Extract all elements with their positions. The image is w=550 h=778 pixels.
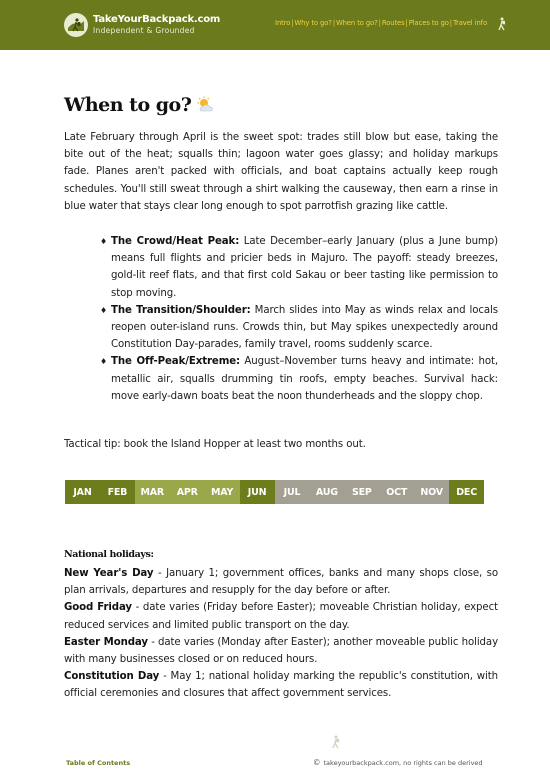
page-title-text: When to go?	[64, 94, 192, 116]
intro-paragraph: Late February through April is the sweet spot: trades still blow but ease, taking the bite out of the heat; squalls thin; lagoon water goes glassy; and holiday markups fade. Planes aren't packed with officials, and boat captains actually keep rough schedules. You'll still sweat through a shirt walking the causeway, then earn a rinse in blue water that stays clear long enough to spot parrotfish grazing like cattle.	[64, 132, 498, 212]
nav-separator: |	[332, 19, 336, 27]
holiday-name: Good Friday	[64, 602, 132, 614]
month-jul: JUL	[275, 480, 310, 504]
season-label: The Crowd/Heat Peak:	[111, 236, 240, 247]
season-text: March slides into May as winds relax and locals reopen outer-island runs. Crowds thin, but May spikes unexpectedly around Constitution Day-parades, family travel, rooms suddenly scarce.	[111, 304, 498, 351]
holiday-item	[64, 599, 498, 633]
holiday-name: New Year's Day	[64, 568, 154, 579]
season-text: August–November turns heavy and intimate: hot, metallic air, squalls drumming tin roofs, empty beaches. Survival hack: move early-dawn boats beat the noon thunderheads and the sloppy chop.	[111, 356, 498, 402]
brand-name[interactable]: TakeYourBackpack.com	[93, 14, 221, 25]
nav-link-when-to-go[interactable]: When to go?	[336, 19, 378, 27]
month-jan: JAN	[65, 480, 100, 504]
holiday-text: - May 1; national holiday marking the republic's constitution, with official ceremonies and closures that affect government services.	[64, 671, 498, 700]
list-item	[111, 233, 498, 302]
month-sep: SEP	[344, 480, 379, 504]
holiday-name: Easter Monday	[64, 636, 148, 648]
month-feb: FEB	[100, 480, 135, 504]
brand-logo-icon[interactable]	[64, 13, 88, 37]
month-dec: DEC	[449, 480, 484, 504]
nav-separator: |	[378, 19, 381, 27]
month-apr: APR	[170, 480, 205, 504]
holiday-item	[64, 634, 498, 668]
table-of-contents-link[interactable]: Table of Contents	[66, 759, 131, 767]
holiday-item	[64, 565, 498, 599]
nav-link-routes[interactable]: Routes	[381, 19, 405, 27]
month-nov: NOV	[414, 480, 449, 504]
copyright-icon: ©	[313, 758, 321, 767]
nav-separator: |	[449, 19, 452, 27]
holidays-heading: National holidays:	[64, 549, 154, 560]
holiday-list	[64, 565, 498, 703]
holiday-text: - date varies (Monday after Easter); another moveable public holiday with many businesses closed or on reduced hours.	[64, 636, 498, 666]
nav-separator: |	[405, 19, 408, 27]
nav-link-why-to-go[interactable]: Why to go?	[294, 19, 332, 27]
hiker-icon	[496, 17, 508, 31]
footer-copyright	[313, 758, 483, 767]
nav-link-places-to-go[interactable]: Places to go	[408, 19, 449, 27]
month-oct: OCT	[379, 480, 414, 504]
month-aug: AUG	[309, 480, 344, 504]
month-calendar-bar	[65, 480, 484, 504]
holiday-item	[64, 668, 498, 702]
top-nav	[275, 19, 487, 27]
month-may: MAY	[205, 480, 240, 504]
season-list	[111, 233, 498, 405]
nav-link-intro[interactable]: Intro	[275, 19, 291, 27]
month-jun: JUN	[240, 480, 275, 504]
header-bar	[0, 0, 550, 50]
holiday-name: Constitution Day	[64, 671, 160, 683]
season-label: The Transition/Shoulder:	[111, 304, 251, 316]
season-label: The Off-Peak/Extreme:	[111, 356, 241, 368]
hiker-icon	[330, 735, 342, 749]
nav-link-travel-info[interactable]: Travel info	[452, 19, 487, 27]
sun-behind-cloud-icon	[196, 96, 216, 114]
holiday-text: - date varies (Friday before Easter); moveable Christian holiday, expect reduced services and limited public transport on the day.	[64, 602, 498, 631]
season-text: Late December–early January (plus a June bump) means full flights and pricier beds in Majuro. The payoff: steady breezes, gold-lit reef flats, and that first cold Sakau or beer tasting like permission to stop moving.	[111, 236, 498, 299]
tactical-tip: Tactical tip: book the Island Hopper at least two months out.	[64, 439, 366, 450]
footer-copyright-text: takeyourbackpack.com, no rights can be derived	[323, 758, 483, 767]
month-mar: MAR	[135, 480, 170, 504]
brand-tagline: Independent & Grounded	[93, 26, 195, 35]
holiday-text: - January 1; government offices, banks and many shops close, so plan arrivals, departures and resupply for the day before or after.	[64, 568, 498, 597]
nav-separator: |	[291, 19, 294, 27]
list-item	[111, 353, 498, 405]
list-item	[111, 302, 498, 354]
page-title	[64, 94, 216, 116]
